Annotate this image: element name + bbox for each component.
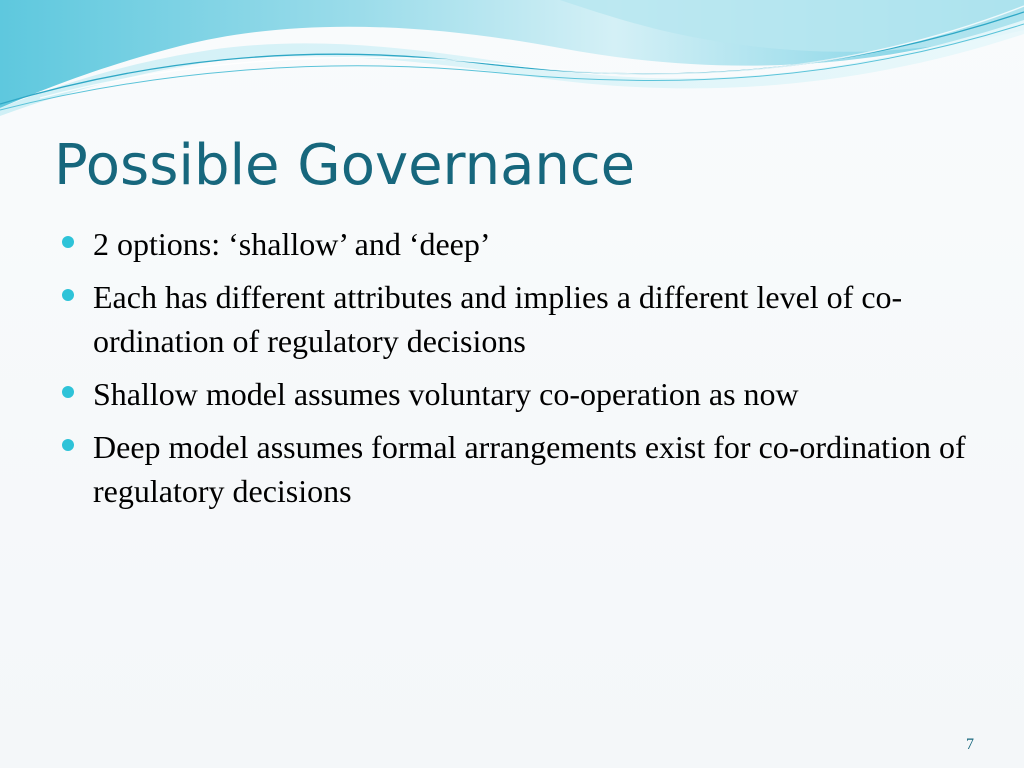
bullet-text: Each has different attributes and implies a different level of co-ordination of regulatory decisions [93, 279, 903, 359]
page-number: 7 [966, 736, 974, 753]
bullet-item [62, 425, 992, 513]
bullet-dot-icon [62, 236, 74, 248]
bullet-dot-icon [62, 386, 74, 398]
bullet-dot-icon [62, 289, 74, 301]
bullet-item [62, 372, 992, 416]
bullet-text: 2 options: ‘shallow’ and ‘deep’ [93, 226, 491, 262]
header-wave-decoration [0, 0, 1024, 130]
bullet-list [62, 222, 992, 522]
bullet-text: Deep model assumes formal arrangements exist for co-ordination of regulatory decisions [93, 429, 966, 509]
bullet-text: Shallow model assumes voluntary co-operation as now [93, 376, 799, 412]
bullet-item [62, 222, 992, 266]
bullet-dot-icon [62, 439, 74, 451]
bullet-item [62, 275, 992, 363]
slide-title: Possible Governance [54, 133, 636, 198]
